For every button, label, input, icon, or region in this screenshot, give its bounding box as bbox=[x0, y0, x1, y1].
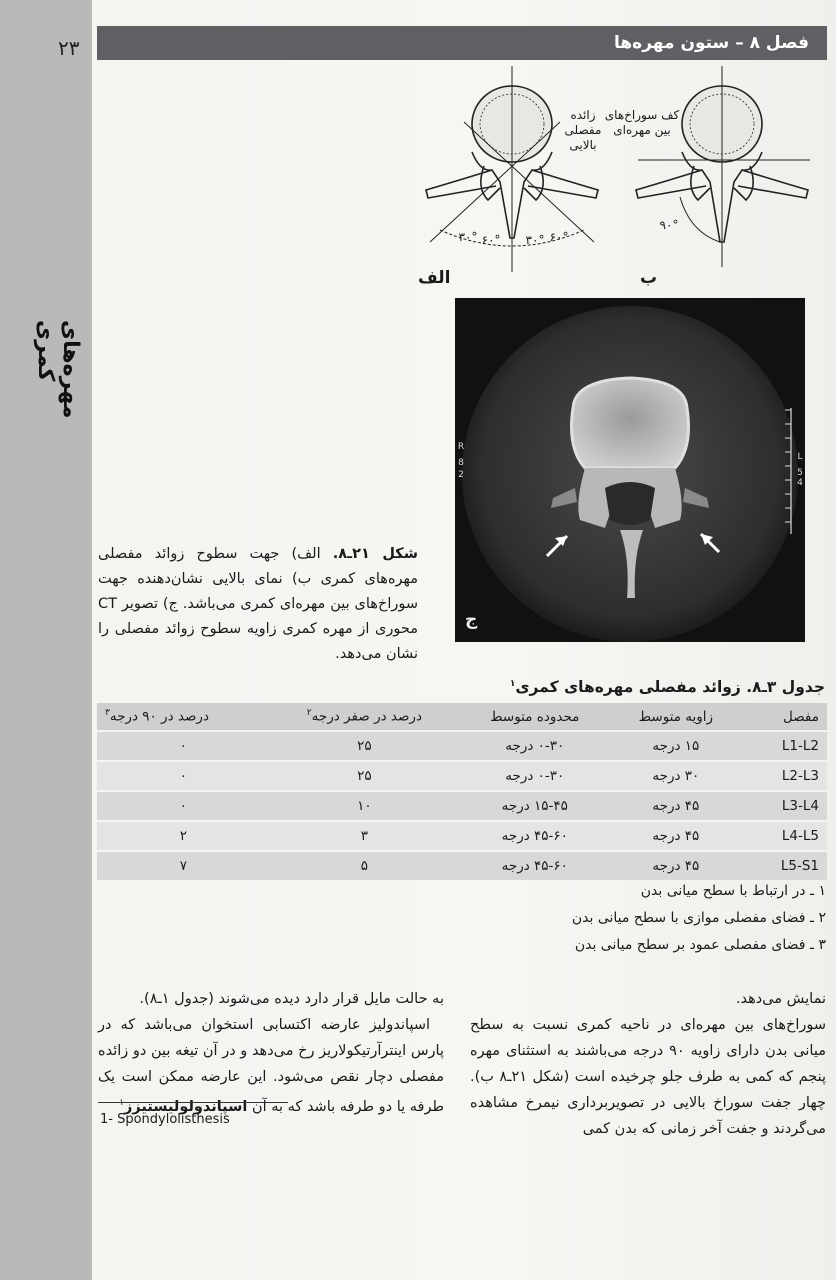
body-column-left bbox=[98, 986, 444, 1120]
table-cell: ۰ bbox=[97, 761, 270, 791]
footnote-ref: ۱ bbox=[119, 1098, 125, 1108]
body-column-right: نمایش می‌دهد. سوراخ‌های بین مهره‌ای در ناحیه کمری نسبت به سطح میانی بدن دارای زاویه ۹۰ درجه می‌باشند به استثنای مهره پنجم که کمی به طرف جلو چرخیده است (شکل ۲۱ـ۸ ب). چهار جفت سوراخ بالایی در تصویربرداری نیمرخ مشاهده می‌گردند و جفت آخر زمانی که بدن کمی bbox=[470, 991, 827, 1137]
table-header-cell: محدوده متوسط bbox=[459, 703, 611, 731]
angle-a-mid: ۶۰° bbox=[481, 233, 501, 247]
ct-marker-l: L bbox=[797, 452, 803, 462]
table-cell: ۴۵-۶۰ درجه bbox=[459, 851, 611, 880]
table-note: ۲ ـ فضای مفصلی موازی با سطح میانی بدن bbox=[571, 910, 826, 926]
table-header-cell: درصد در ۹۰ درجه$^۳$ bbox=[97, 703, 270, 731]
table-notes bbox=[440, 878, 826, 959]
table-row bbox=[97, 731, 827, 761]
side-strip bbox=[0, 0, 92, 1280]
table-row bbox=[97, 761, 827, 791]
ct-marker-2: 2 bbox=[458, 470, 464, 480]
page-number: ۲۳ bbox=[58, 36, 80, 60]
table-title-sup: ۱ bbox=[509, 678, 516, 689]
ct-marker-4: 4 bbox=[797, 478, 803, 488]
facet-joint-table bbox=[97, 703, 827, 880]
table-header-cell: درصد در صفر درجه$^۲$ bbox=[270, 703, 459, 731]
table-row bbox=[97, 821, 827, 851]
table-header-row bbox=[97, 703, 827, 731]
table-cell: ۱۰ bbox=[270, 791, 459, 821]
angle-a-right: ۳۰° bbox=[525, 233, 545, 247]
caption-text: الف) جهت سطوح زوائد مفصلی مهره‌های کمری ب) نمای بالایی نشان‌دهنده جهت سوراخ‌های بین مهره‌ای کمری می‌باشد. ج) تصویر CT محوری از مهره کمری زاویه سطوح زوائد مفصلی را نشان می‌دهد. bbox=[98, 546, 418, 662]
table-title-text: جدول ۳ـ۸. زوائد مفصلی مهره‌های کمری bbox=[515, 678, 825, 696]
table-row bbox=[97, 851, 827, 880]
figure-label-c: ج bbox=[465, 610, 478, 630]
angle-a-left: ۳۰° bbox=[458, 230, 478, 244]
figure-label-b: ب bbox=[640, 268, 658, 288]
table-cell: ۱۵ درجه bbox=[611, 731, 741, 761]
table-cell: L1-L2 bbox=[741, 731, 827, 761]
annotation-foramen-floor: کف سوراخ‌های بین مهره‌ای bbox=[604, 108, 680, 137]
table-cell: L4-L5 bbox=[741, 821, 827, 851]
vertebra-a bbox=[426, 66, 598, 272]
body-paragraph bbox=[98, 1012, 444, 1120]
footnote-divider bbox=[98, 1102, 288, 1103]
table-cell: ۲۵ bbox=[270, 761, 459, 791]
table-cell: L5-S1 bbox=[741, 851, 827, 880]
ct-marker-r: R bbox=[457, 442, 465, 452]
angle-a-right-2: ۶۰° bbox=[549, 230, 569, 244]
ct-marker-5: 5 bbox=[797, 468, 803, 478]
table-cell: ۳ bbox=[270, 821, 459, 851]
vertebra-diagrams bbox=[410, 62, 830, 292]
ct-scan-image bbox=[455, 298, 805, 642]
table-cell: ۱۵-۴۵ درجه bbox=[459, 791, 611, 821]
table-cell: ۴۵ درجه bbox=[611, 851, 741, 880]
vertebra-b bbox=[636, 66, 810, 267]
table-cell: ۲ bbox=[97, 821, 270, 851]
table-cell: L3-L4 bbox=[741, 791, 827, 821]
table-cell: ۰-۳۰ درجه bbox=[459, 731, 611, 761]
annotation-superior-articular: زائده مفصلی بالایی bbox=[564, 108, 602, 152]
body-paragraph-text: اسپاندولیز عارضه اکتسابی استخوان می‌باشد که در پارس اینترآرتیکولاریز رخ می‌دهد و در آن تیغه بین دو زائده مفصلی دچار نقص می‌شود. این عارضه ممکن است یک طرفه یا دو طرفه باشد که به آن bbox=[98, 1017, 444, 1115]
body-paragraph: به حالت مایل قرار دارد دیده می‌شوند (جدول ۱ـ۸). bbox=[139, 991, 444, 1007]
table-note: ۱ ـ در ارتباط با سطح میانی بدن bbox=[640, 883, 826, 899]
side-section-title: مهره‌های کمری bbox=[33, 320, 83, 419]
figure-caption bbox=[98, 542, 418, 667]
table-header-cell: زاویه متوسط bbox=[611, 703, 741, 731]
table-cell: ۴۵ درجه bbox=[611, 821, 741, 851]
table-title bbox=[470, 678, 825, 696]
angle-b: ۹۰° bbox=[659, 218, 679, 232]
footnote: 1- Spondylolisthesis bbox=[100, 1112, 230, 1127]
table-cell: ۴۵ درجه bbox=[611, 791, 741, 821]
term-spondylolisthesis: اسپاندولولیستیزز bbox=[124, 1098, 248, 1115]
caption-number: شکل ۲۱ـ۸. bbox=[332, 546, 418, 562]
table-row bbox=[97, 791, 827, 821]
table-header-cell: مفصل bbox=[741, 703, 827, 731]
table-cell: ۵ bbox=[270, 851, 459, 880]
table-cell: ۲۵ bbox=[270, 731, 459, 761]
table-cell: L2-L3 bbox=[741, 761, 827, 791]
table-cell: ۰ bbox=[97, 731, 270, 761]
table-cell: ۰ bbox=[97, 791, 270, 821]
chapter-header: فصل ۸ – ستون مهره‌ها bbox=[97, 26, 827, 60]
table-cell: ۴۵-۶۰ درجه bbox=[459, 821, 611, 851]
table-cell: ۳۰ درجه bbox=[611, 761, 741, 791]
figure-label-a: الف bbox=[418, 268, 451, 288]
table-cell: ۷ bbox=[97, 851, 270, 880]
ct-marker-8: 8 bbox=[458, 458, 464, 468]
table-cell: ۰-۳۰ درجه bbox=[459, 761, 611, 791]
table-note: ۳ ـ فضای مفصلی عمود بر سطح میانی بدن bbox=[574, 937, 826, 953]
